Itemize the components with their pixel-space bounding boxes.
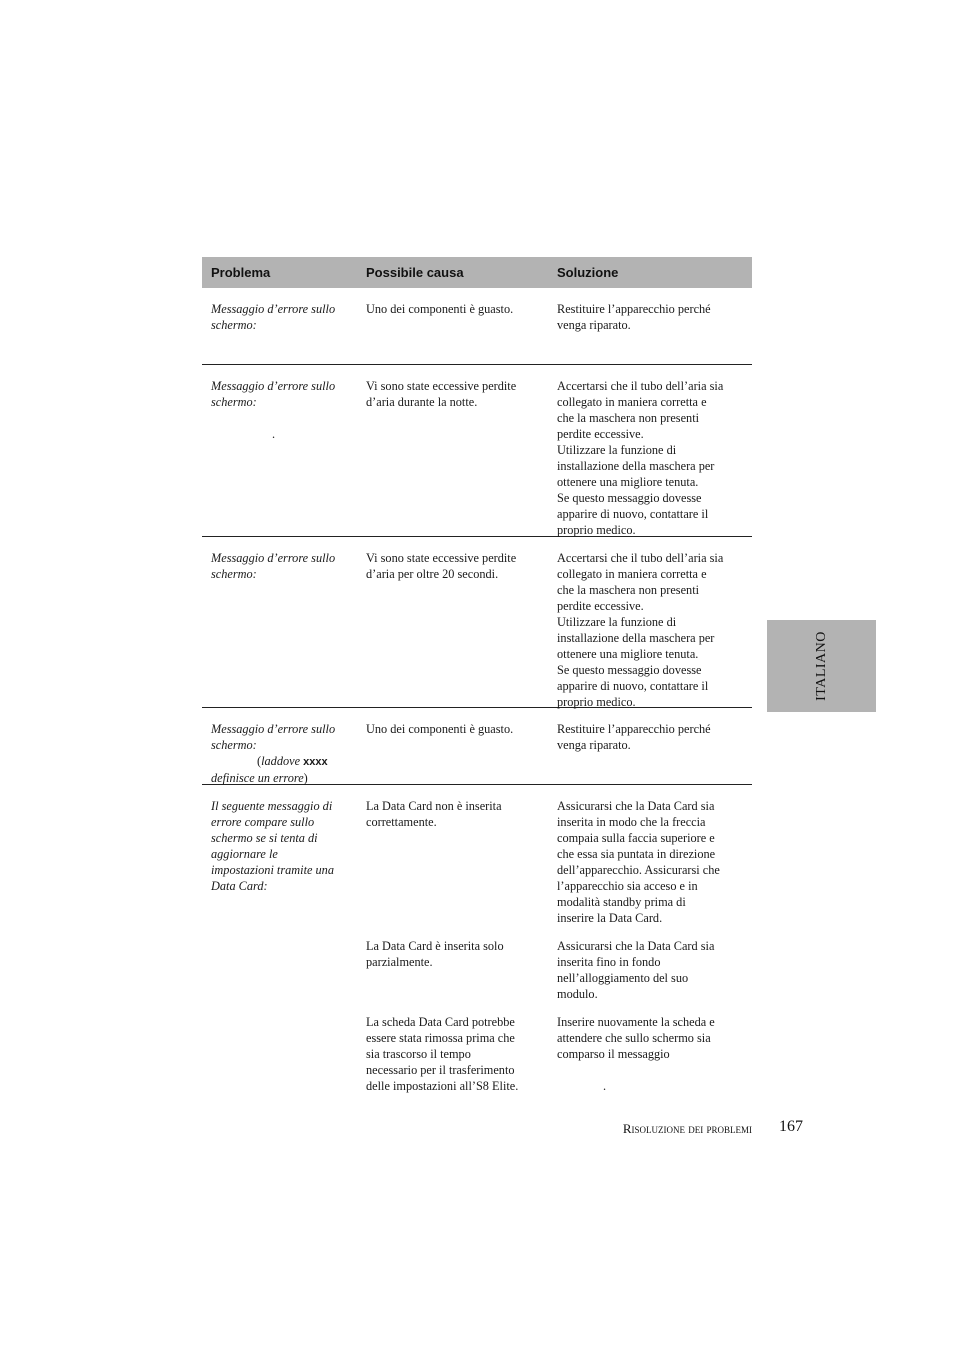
solution-cell: Accertarsi che il tubo dell’aria sia collegato in maniera corretta e che la maschera non presenti perdite eccessive. Utilizzare la funzione di installazione della maschera per ottenere una migliore tenuta. Se questo messaggio dovesse apparire di nuovo, contattare il proprio medico. (557, 551, 724, 709)
problem-cell: Messaggio d’errore sullo schermo: (211, 551, 336, 581)
solution-cell: Restituire l’apparecchio perché venga riparato. (557, 722, 711, 752)
problem-cell: Messaggio d’errore sullo schermo: (laddove xxxx definisce un errore) (211, 722, 336, 785)
table-row (202, 365, 752, 537)
table-row (202, 785, 752, 1094)
language-tab-label: ITALIANO (813, 631, 829, 701)
language-tab (767, 620, 876, 712)
table-header (202, 257, 752, 288)
table-row (202, 288, 752, 365)
cause-cell: Uno dei componenti è guasto. (366, 302, 514, 316)
problem-cell: Messaggio d’errore sullo schermo: . (211, 379, 336, 441)
error-code: xxxx (303, 756, 328, 768)
footer-section-title: Risoluzione dei problemi (622, 1121, 752, 1136)
problem-cell: Il seguente messaggio di errore compare sullo schermo se si tenta di aggiornare le impostazioni tramite una Data Card: (211, 799, 334, 893)
solution-cell: Assicurarsi che la Data Card sia inserita in modo che la freccia compaia sulla faccia superiore e che essa sia puntata in direzione dell’apparecchio. Assicurarsi che l’apparecchio sia acceso e in modalità standby prima di inserire la Data Card. (557, 799, 720, 925)
cause-cell: Uno dei componenti è guasto. (366, 722, 514, 736)
subrow (356, 785, 752, 925)
cause-cell: La Data Card è inserita solo parzialmente. (366, 939, 504, 969)
table-row (202, 708, 752, 785)
table-row (202, 537, 752, 708)
troubleshooting-table (202, 257, 752, 1094)
solution-cell: Accertarsi che il tubo dell’aria sia collegato in maniera corretta e che la maschera non presenti perdite eccessive. Utilizzare la funzione di installazione della maschera per ottenere una migliore tenuta. Se questo messaggio dovesse apparire di nuovo, contattare il proprio medico. (557, 379, 724, 537)
subrow (356, 1001, 752, 1094)
cause-cell: La Data Card non è inserita correttamente. (366, 799, 502, 829)
problem-cell: Messaggio d’errore sullo schermo: (211, 302, 336, 332)
solution-cell: Restituire l’apparecchio perché venga riparato. (557, 302, 711, 332)
header-problem: Problema (211, 264, 271, 280)
cause-cell: Vi sono state eccessive perdite d’aria durante la notte. (366, 379, 517, 409)
subrows (356, 785, 752, 1094)
solution-cell: Inserire nuovamente la scheda e attendere che sullo schermo sia comparso il messaggio . (557, 1015, 715, 1093)
solution-cell: Assicurarsi che la Data Card sia inserita fino in fondo nell’alloggiamento del suo modulo. (557, 939, 715, 1001)
cause-cell: La scheda Data Card potrebbe essere stata rimossa prima che sia trascorso il tempo necessario per il trasferimento delle impostazioni all’S8 Elite. (366, 1015, 519, 1093)
page-number: 167 (779, 1118, 803, 1135)
cause-cell: Vi sono state eccessive perdite d’aria per oltre 20 secondi. (366, 551, 517, 581)
header-cause: Possibile causa (366, 264, 464, 280)
subrow (356, 925, 752, 1001)
header-solution: Soluzione (557, 264, 619, 280)
